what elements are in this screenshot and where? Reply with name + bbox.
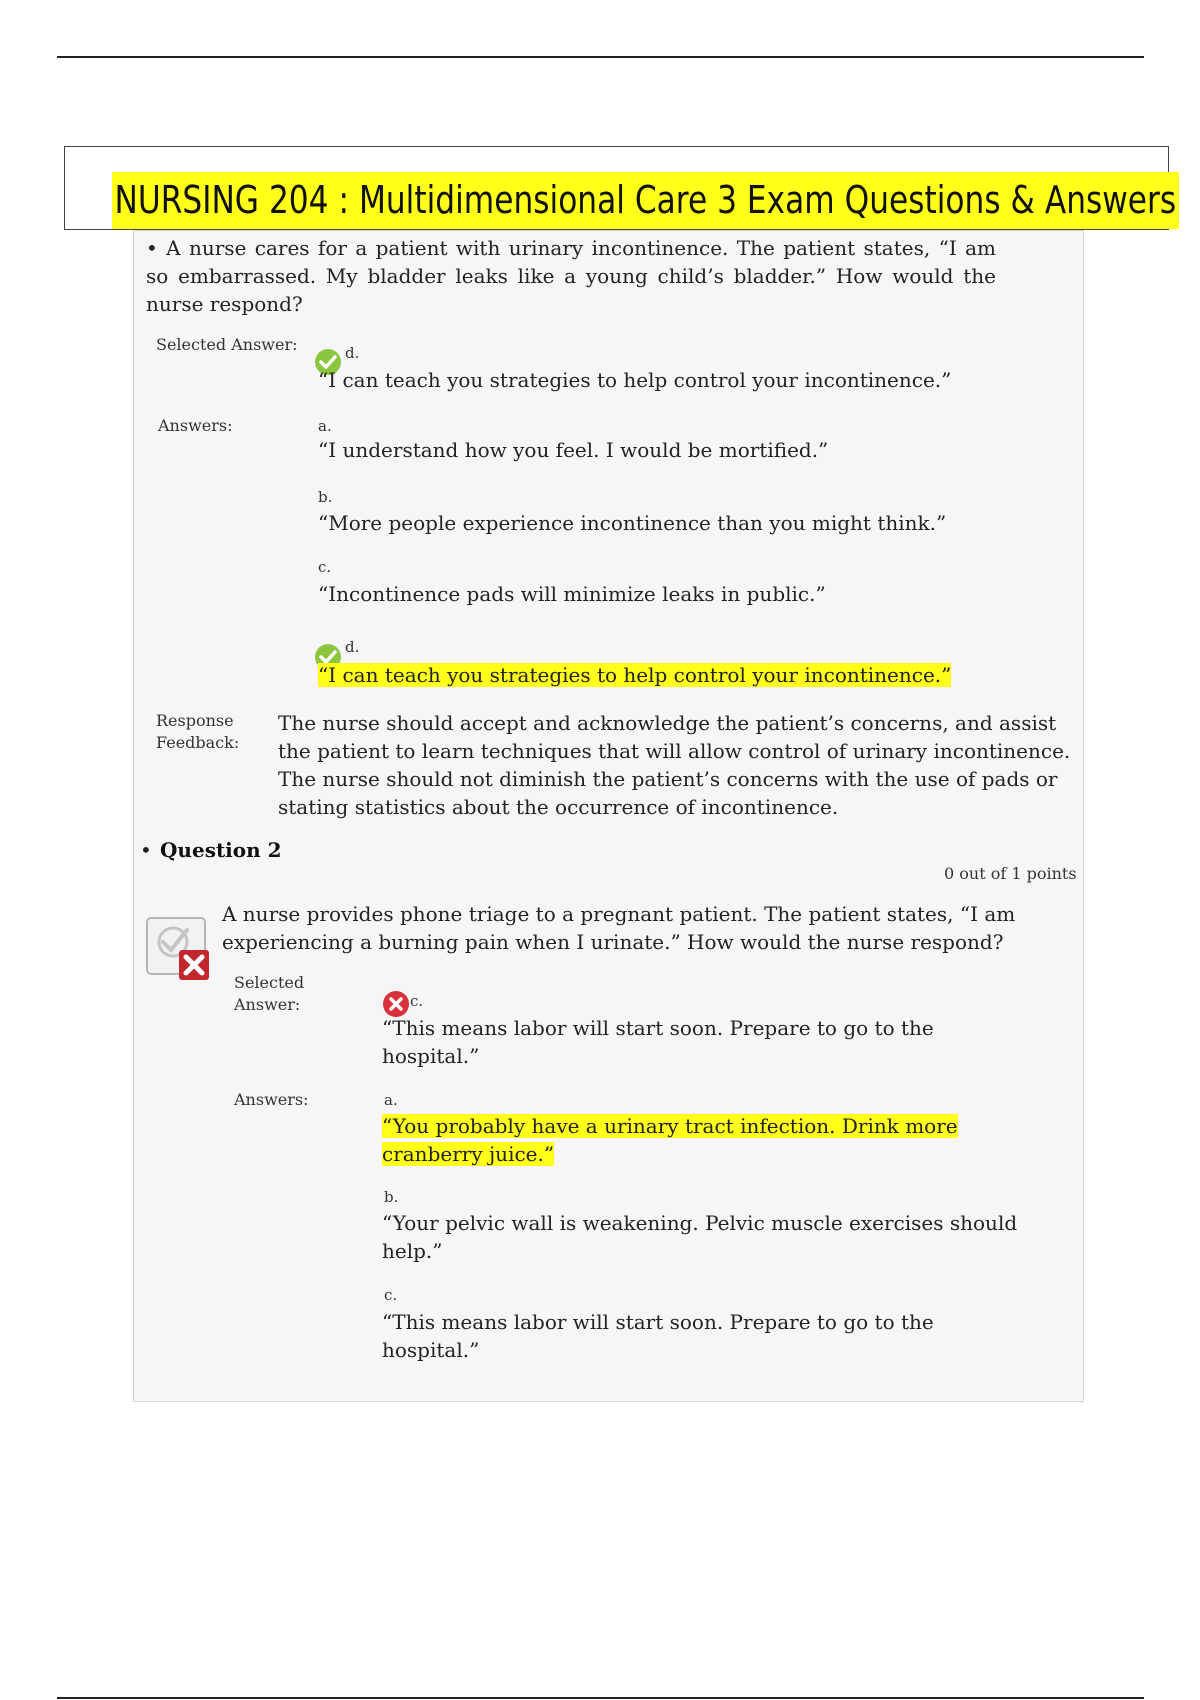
response-label: Response <box>156 711 234 730</box>
answer-option-d <box>318 661 951 689</box>
q2-selected-answer-text: “This means labor will start soon. Prepare to go to the hospital.” <box>382 1016 934 1068</box>
q2-answer-letter-a: a. <box>384 1091 398 1109</box>
answer-letter-c: c. <box>318 558 332 576</box>
q2-answers-label: Answers: <box>234 1090 309 1109</box>
page-title: NURSING 204 : Multidimensional Care 3 Exam Questions & Answers <box>112 172 1179 229</box>
answers-label: Answers: <box>158 416 233 435</box>
answer-option-a: “I understand how you feel. I would be mortified.” <box>318 438 829 462</box>
question-2-text: A nurse provides phone triage to a pregnant patient. The patient states, “I am experiencing a burning pain when I urinate.” How would the nurse respond? <box>222 902 1016 954</box>
q2-answer-option-c: “This means labor will start soon. Prepare to go to the hospital.” <box>382 1310 934 1362</box>
answer-option-c: “Incontinence pads will minimize leaks in public.” <box>318 582 826 606</box>
q2-answer-letter-c: c. <box>384 1286 398 1304</box>
q2-answer-option-a-text: “You probably have a urinary tract infection. Drink more cranberry juice.” <box>382 1114 958 1166</box>
q2-answer-label: Answer: <box>234 995 301 1014</box>
feedback-label: Feedback: <box>156 733 240 752</box>
q2-selected-label: Selected <box>234 973 305 992</box>
question-2-points: 0 out of 1 points <box>944 864 1077 883</box>
answer-letter-b: b. <box>318 488 333 506</box>
answer-letter-a: a. <box>318 417 332 435</box>
answer-option-d-text: “I can teach you strategies to help control your incontinence.” <box>318 663 952 687</box>
question-1-text: • A nurse cares for a patient with urinary incontinence. The patient states, “I am so embarrassed. My bladder leaks like a young child’s bladder.” How would the nurse respond? <box>146 236 996 316</box>
question-2-bullet: • <box>140 838 152 862</box>
q2-answer-option-b: “Your pelvic wall is weakening. Pelvic muscle exercises should help.” <box>382 1211 1018 1263</box>
q2-answer-option-a <box>382 1112 1022 1168</box>
response-feedback-text: The nurse should accept and acknowledge the patient’s concerns, and assist the patient to learn techniques that will allow control of urinary incontinence. The nurse should not diminish the patient’s concerns with the use of pads or stating statistics about the occurrence of incontinence. <box>278 711 1071 819</box>
answer-option-b: “More people experience incontinence than you might think.” <box>318 511 947 535</box>
q2-answer-letter-b: b. <box>384 1188 399 1206</box>
answer-letter-d: d. <box>345 638 360 656</box>
question-2-heading: Question 2 <box>160 838 282 862</box>
top-rule <box>57 56 1144 58</box>
selected-answer-label: Selected Answer: <box>156 335 298 354</box>
selected-answer-text: “I can teach you strategies to help control your incontinence.” <box>318 368 952 392</box>
q2-selected-letter: c. <box>410 992 424 1010</box>
incorrect-question-icon <box>145 914 215 984</box>
bottom-rule <box>57 1697 1144 1699</box>
selected-answer-letter: d. <box>345 344 360 362</box>
